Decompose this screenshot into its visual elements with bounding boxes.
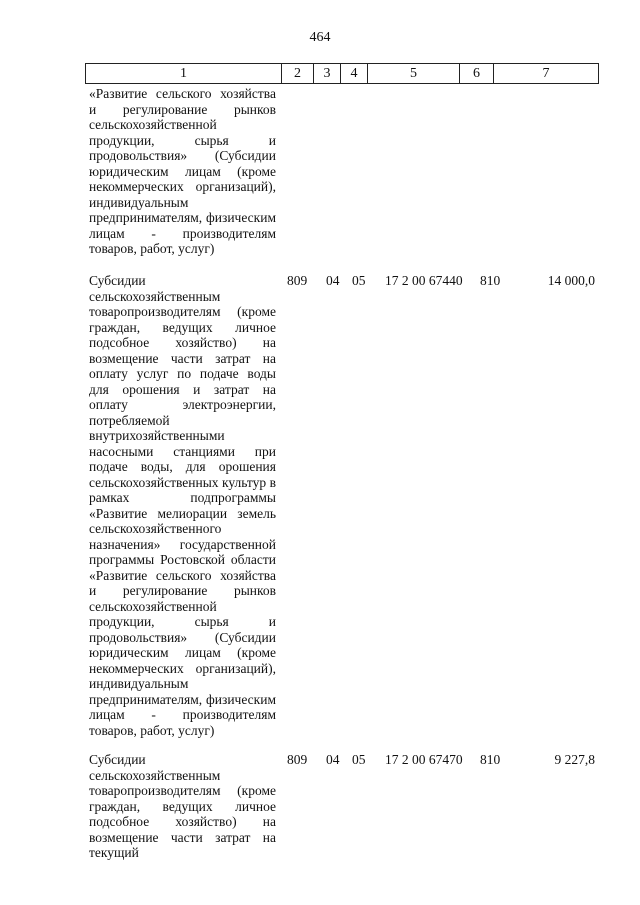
column-header-7: 7: [494, 64, 599, 84]
table-header: [85, 63, 599, 84]
table-row-2-code-3: 04: [326, 273, 340, 288]
table-row-2-description: Субсидии сельскохозяйственным товаропроизводителям (кроме граждан, ведущих личное подсобное хозяйство) на возмещение части затрат на оплату услуг по подаче воды для орошения и затрат на оплату электроэнергии, потребляемой внутрихозяйственными насосными станциями при подаче воды, для орошения сельскохозяйственных культур в рамках подпрограммы «Развитие мелиорации земель сельскохозяйственного назначения» государственной программы Ростовской области «Развитие сельского хозяйства и регулирование рынков сельскохозяйственной продукции, сырья и продовольствия» (Субсидии юридическим лицам (кроме некоммерческих организаций), индивидуальным предпринимателям, физическим лицам - производителям товаров, работ, услуг): [89, 273, 276, 738]
table-row-3-code-3: 04: [326, 752, 340, 767]
column-header-2: 2: [282, 64, 314, 84]
column-header-6: 6: [460, 64, 494, 84]
column-header-3: 3: [314, 64, 341, 84]
page-number: 464: [309, 30, 331, 45]
column-header-5: 5: [368, 64, 460, 84]
table-row-2-code-4: 05: [352, 273, 366, 288]
table-row-1-description: «Развитие сельского хозяйства и регулирование рынков сельскохозяйственной продукции, сырья и продовольствия» (Субсидии юридическим лицам (кроме некоммерческих организаций), индивидуальным предпринимателям, физическим лицам - производителям товаров, работ, услуг): [89, 86, 276, 256]
table-row-3-code-4: 05: [352, 752, 366, 767]
table-row-2-amount: 14 000,0: [547, 273, 595, 288]
table-row-2-code-6: 810: [480, 273, 501, 288]
table-row-2-code-5: 17 2 00 67440: [385, 273, 463, 288]
table-row-3-code-6: 810: [480, 752, 501, 767]
table-row-3-amount: 9 227,8: [554, 752, 595, 767]
column-header-1: 1: [86, 64, 282, 84]
column-header-4: 4: [341, 64, 368, 84]
table-row-2-code-2: 809: [287, 273, 308, 288]
table-row-3-description: Субсидии сельскохозяйственным товаропроизводителям (кроме граждан, ведущих личное подсобное хозяйство) на возмещение части затрат на текущий: [89, 752, 276, 860]
table-row-3-code-5: 17 2 00 67470: [385, 752, 463, 767]
table-row-3-code-2: 809: [287, 752, 308, 767]
